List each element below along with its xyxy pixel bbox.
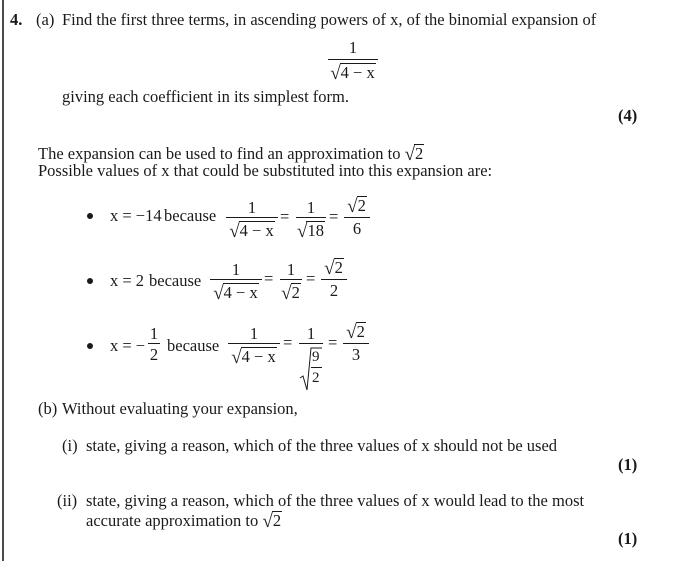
part-a-follow-text: giving each coefficient in its simplest form. (62, 87, 350, 106)
part-b-i-label: (i) (62, 436, 78, 455)
part-b-ii-marks: (1) (618, 529, 638, 548)
bullet-1-mid-fraction: 1 √18 (296, 200, 326, 242)
context-line-1: The expansion can be used to find an approximation to √2 (38, 144, 424, 165)
left-margin-rule (2, 0, 4, 561)
bullet-3-rhs-fraction: √2 3 (343, 322, 369, 368)
sqrt2-root: √2 (404, 144, 424, 165)
bullet-dot (87, 343, 93, 349)
bullet-2-rhs-fraction: √2 2 (321, 258, 347, 304)
part-b-i-marks: (1) (618, 455, 638, 474)
bullet-3-x-prefix: x = − (110, 336, 146, 355)
bullet-2-mid-fraction: 1 √2 (280, 262, 302, 304)
sqrt2-root: √2 (262, 511, 282, 532)
bullet-1-rhs-fraction: √2 6 (344, 196, 370, 242)
equals-sign: = (306, 269, 316, 288)
part-b-ii-label: (ii) (57, 491, 78, 510)
part-a-label: (a) (36, 10, 55, 29)
bullet-3-lhs-fraction: 1 √4 − x (228, 326, 280, 368)
bullet-1-x-value: x = −14 (110, 206, 162, 225)
equals-sign: = (328, 333, 338, 352)
bullet-dot (87, 213, 93, 219)
bullet-2-lhs-fraction: 1 √4 − x (210, 262, 262, 304)
part-a-text: Find the first three terms, in ascending powers of x, of the binomial expansion of (62, 10, 597, 29)
bullet-3-mid-fraction: 1 9 2 (299, 326, 323, 392)
bullet-1-because: because (164, 206, 217, 225)
bullet-1-lhs-fraction: 1 √4 − x (226, 200, 278, 242)
fraction-bar (328, 59, 378, 60)
question-number: 4. (10, 10, 23, 29)
bullet-3-because: because (167, 336, 220, 355)
main-expression-root: √4 − x (330, 63, 375, 84)
context-line-2: Possible values of x that could be substituted into this expansion are: (38, 161, 493, 180)
part-b-text: Without evaluating your expansion, (62, 399, 298, 418)
bullet-3-x-fraction: 1 2 (149, 324, 159, 364)
part-a-marks: (4) (618, 106, 638, 125)
part-b-ii-text-line2: accurate approximation to √2 (86, 511, 282, 532)
main-expression-numerator: 1 (348, 38, 358, 57)
bullet-2-x-value: x = 2 (110, 271, 145, 290)
bullet-dot (87, 278, 93, 284)
part-b-label: (b) (38, 399, 58, 418)
main-expression (328, 40, 378, 82)
bullet-2-because: because (149, 271, 202, 290)
equals-sign: = (264, 269, 274, 288)
equals-sign: = (329, 207, 339, 226)
equals-sign: = (283, 333, 293, 352)
equals-sign: = (280, 207, 290, 226)
part-b-ii-text-line1: state, giving a reason, which of the three values of x would lead to the most (86, 491, 585, 510)
part-b-i-text: state, giving a reason, which of the three values of x should not be used (86, 436, 558, 455)
